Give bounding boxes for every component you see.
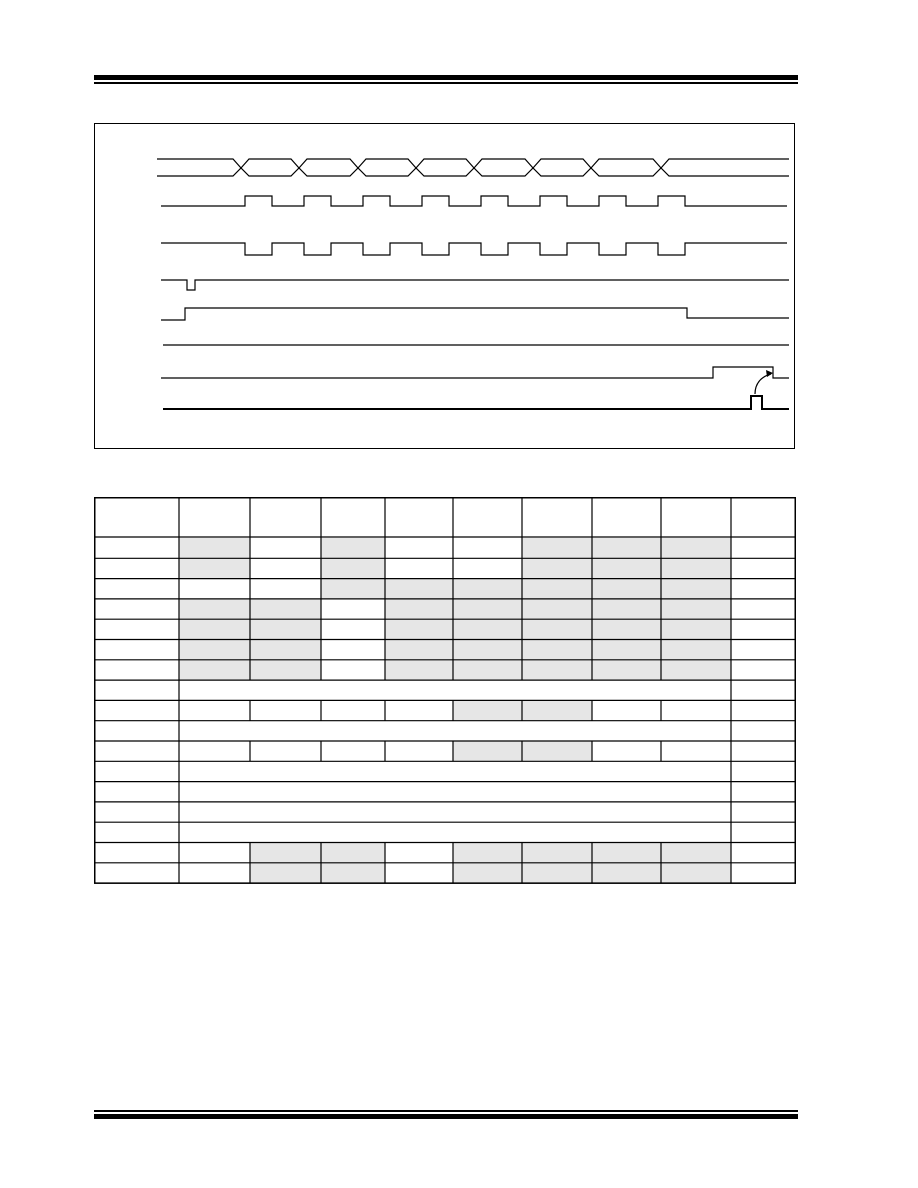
waveform-interrupt <box>163 396 789 409</box>
waveform-clock-high <box>161 196 787 206</box>
causal-arrow <box>755 374 771 394</box>
timing-diagram <box>94 123 795 449</box>
table-cell-shaded <box>250 863 321 883</box>
register-table <box>94 497 796 885</box>
table-cell-shaded <box>661 599 731 619</box>
footer-rule-thin <box>94 1110 798 1112</box>
table-cell-shaded <box>453 640 522 660</box>
waveform-flag <box>161 367 789 378</box>
causal-arrowhead <box>766 370 773 377</box>
table-cell-shaded <box>592 558 661 578</box>
table-cell-shaded <box>179 660 250 680</box>
table-cell-shaded <box>522 640 592 660</box>
waveform-data-bus <box>157 159 789 168</box>
table-cell-shaded <box>592 599 661 619</box>
table-cell-shaded <box>522 599 592 619</box>
table-cell-shaded <box>179 558 250 578</box>
table-cell-shaded <box>453 579 522 599</box>
table-cell-shaded <box>453 863 522 883</box>
waveform-start-pulse <box>161 280 789 290</box>
table-cell-shaded <box>453 660 522 680</box>
waveform-clock-low <box>161 243 787 255</box>
table-cell-shaded <box>661 558 731 578</box>
table-cell-shaded <box>661 619 731 639</box>
table-cell-shaded <box>453 599 522 619</box>
table-cell-shaded <box>592 619 661 639</box>
waveform-data-bus-low <box>157 168 789 176</box>
table-cell-shaded <box>522 538 592 558</box>
table-cell-shaded <box>453 741 522 761</box>
table-cell-shaded <box>453 619 522 639</box>
table-cell-shaded <box>250 599 321 619</box>
table-cell-shaded <box>592 660 661 680</box>
table-cell-shaded <box>179 599 250 619</box>
shaded-cells <box>179 538 731 883</box>
table-cell-shaded <box>321 558 385 578</box>
table-cell-shaded <box>250 660 321 680</box>
table-cell-shaded <box>522 558 592 578</box>
table-cell-shaded <box>522 741 592 761</box>
table-cell-shaded <box>661 863 731 883</box>
table-cell-shaded <box>661 843 731 863</box>
table-cell-shaded <box>250 843 321 863</box>
table-cell-shaded <box>385 599 453 619</box>
timing-diagram-svg <box>95 124 796 450</box>
table-cell-shaded <box>592 538 661 558</box>
table-cell-shaded <box>250 619 321 639</box>
table-cell-shaded <box>321 579 385 599</box>
table-cell-shaded <box>250 640 321 660</box>
table-cell-shaded <box>385 579 453 599</box>
table-cell-shaded <box>179 640 250 660</box>
table-cell-shaded <box>453 700 522 720</box>
table-cell-shaded <box>179 538 250 558</box>
waveform-enable <box>161 308 789 320</box>
table-cell-shaded <box>592 579 661 599</box>
table-cell-shaded <box>522 660 592 680</box>
table-cell-shaded <box>661 640 731 660</box>
table-cell-shaded <box>385 640 453 660</box>
table-cell-shaded <box>522 843 592 863</box>
table-cell-shaded <box>453 843 522 863</box>
header-rule-thick <box>94 75 798 80</box>
footer-rule-thick <box>94 1114 798 1119</box>
table-cell-shaded <box>522 619 592 639</box>
table-cell-shaded <box>321 863 385 883</box>
table-cell-shaded <box>321 538 385 558</box>
table-cell-shaded <box>321 843 385 863</box>
table-cell-shaded <box>661 660 731 680</box>
table-cell-shaded <box>522 700 592 720</box>
table-cell-shaded <box>179 619 250 639</box>
table-cell-shaded <box>385 660 453 680</box>
table-cell-shaded <box>661 538 731 558</box>
header-rule-thin <box>94 82 798 84</box>
table-cell-shaded <box>661 579 731 599</box>
table-cell-shaded <box>385 619 453 639</box>
table-cell-shaded <box>592 843 661 863</box>
table-cell-shaded <box>592 863 661 883</box>
table-cell-shaded <box>522 863 592 883</box>
table-cell-shaded <box>592 640 661 660</box>
register-table-grid <box>94 497 796 885</box>
table-cell-shaded <box>522 579 592 599</box>
